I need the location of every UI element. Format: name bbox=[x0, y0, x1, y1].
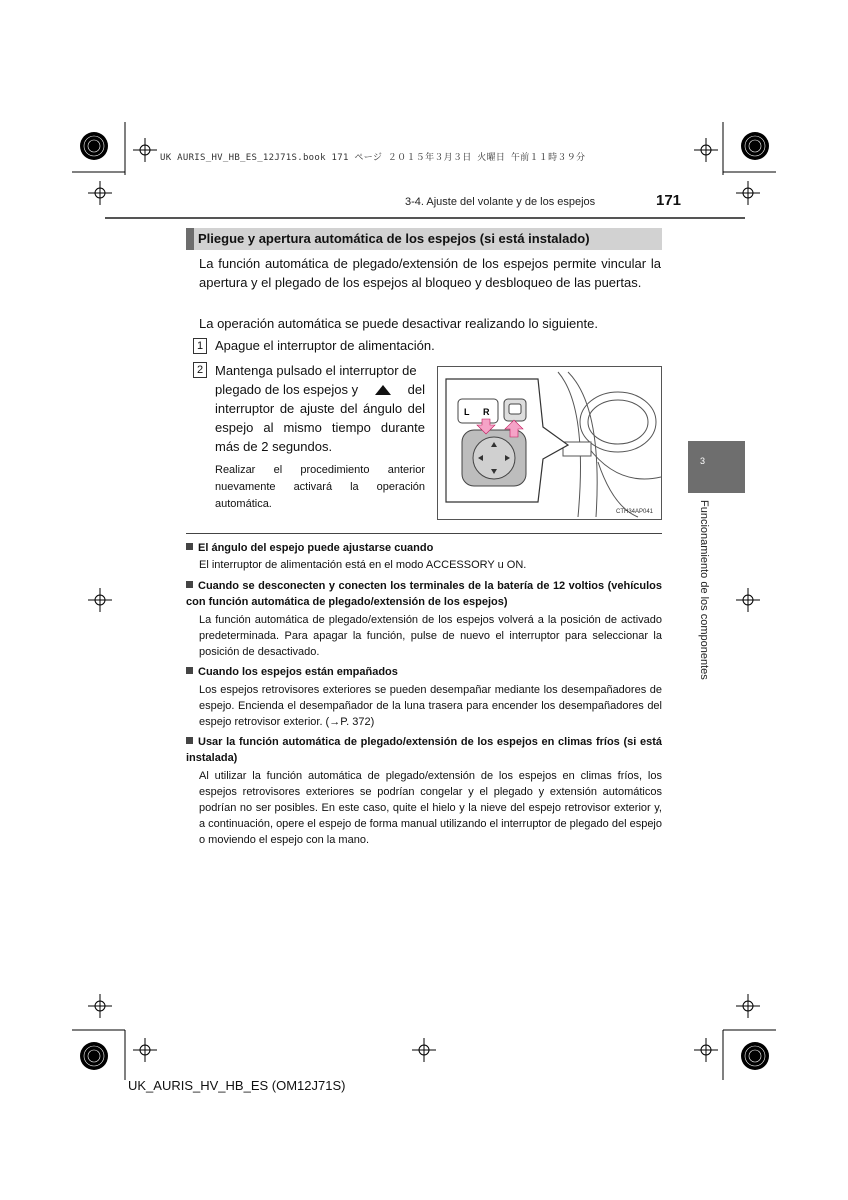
square-bullet-icon bbox=[186, 581, 193, 588]
step-2-text bbox=[215, 361, 425, 513]
note-body: Los espejos retrovisores exteriores se pueden desempañar mediante los desempañadores de espejo. Encienda el desempañador de la luna trasera para encender los desempañadores del espejo retrovisor exterior. (→P. 372) bbox=[199, 684, 662, 728]
up-triangle-icon bbox=[374, 384, 392, 396]
header-rule bbox=[105, 217, 745, 219]
print-header: UK AURIS_HV_HB_ES_12J71S.book 171 ページ ２０１５年３月３日 火曜日 午前１１時３９分 bbox=[160, 153, 586, 163]
intro-paragraph-2: La operación automática se puede desactivar realizando lo siguiente. bbox=[199, 316, 598, 331]
note-title: El ángulo del espejo puede ajustarse cuando bbox=[198, 542, 434, 554]
starburst-mark-top-right bbox=[741, 132, 769, 160]
step-2-note: Realizar el procedimiento anterior nuevamente activará la operación automática. bbox=[215, 464, 425, 510]
chapter-tab-number: 3 bbox=[700, 456, 706, 466]
note-heading bbox=[186, 540, 662, 556]
step-number-1: 1 bbox=[193, 338, 207, 354]
intro-paragraph: La función automática de plegado/extensión de los espejos permite vincular la apertura y el plegado de los espejos al bloqueo y desbloqueo de las puertas. bbox=[199, 256, 661, 290]
starburst-mark-bottom-left bbox=[80, 1042, 108, 1070]
note-title: Usar la función automática de plegado/extensión de los espejos en climas fríos (si está instalada) bbox=[186, 736, 662, 764]
note-body: Al utilizar la función automática de plegado/extensión de los espejos en climas fríos, los espejos retrovisores exteriores se podrían congelar y el plegado y extensión automáticos podrían no ser posibles. En este caso, quite el hielo y la nieve del espejo retrovisor exterior y, a continuación, opere el espejo de forma manual utilizando el interruptor de plegado del espejo o moviendo el espejo con la mano. bbox=[199, 770, 662, 846]
step-2-line: espejo al mismo tiempo durante bbox=[215, 420, 425, 435]
step-2-line: Mantenga pulsado el interruptor de bbox=[215, 363, 417, 378]
step-2-line: del bbox=[407, 382, 425, 397]
label-r: R bbox=[483, 407, 490, 417]
note-title: Cuando los espejos están empañados bbox=[198, 666, 398, 678]
notes-divider bbox=[186, 533, 662, 534]
square-bullet-icon bbox=[186, 667, 193, 674]
chapter-tab-label: Funcionamiento de los componentes bbox=[698, 500, 710, 680]
note-body: La función automática de plegado/extensión de los espejos volverá a la posición de activado predeterminada. Para apagar la función, pulse de nuevo el interruptor para seleccionar la posición de desactivado. bbox=[199, 614, 662, 658]
mirror-switch-illustration bbox=[438, 367, 661, 519]
square-bullet-icon bbox=[186, 737, 193, 744]
page-number: 171 bbox=[656, 192, 682, 209]
section-title: Pliegue y apertura automática de los espejos (si está instalado) bbox=[198, 231, 590, 246]
step-1-text: Apague el interruptor de alimentación. bbox=[215, 338, 435, 353]
figure-code: CTH34AP041 bbox=[616, 509, 654, 515]
note-body: El interruptor de alimentación está en el modo ACCESSORY u ON. bbox=[199, 559, 527, 571]
note-title: Cuando se desconecten y conecten los terminales de la batería de 12 voltios (vehículos con función automática de plegado/extensión de los espejos) bbox=[186, 580, 662, 608]
mirror-switch-figure bbox=[437, 366, 662, 520]
step-number-2: 2 bbox=[193, 362, 207, 378]
label-l: L bbox=[464, 407, 470, 417]
starburst-mark-bottom-right bbox=[741, 1042, 769, 1070]
square-bullet-icon bbox=[186, 543, 193, 550]
note-heading bbox=[186, 664, 662, 680]
footer-manual-code: UK_AURIS_HV_HB_ES (OM12J71S) bbox=[128, 1078, 346, 1093]
step-2-line: interruptor de ajuste del ángulo del bbox=[215, 401, 425, 416]
step-2-line: más de 2 segundos. bbox=[215, 439, 333, 454]
note-heading bbox=[186, 734, 662, 766]
step-2-line: plegado de los espejos y bbox=[215, 382, 359, 397]
chapter-tab bbox=[688, 441, 745, 493]
starburst-mark-top-left bbox=[80, 132, 108, 160]
note-heading bbox=[186, 578, 662, 610]
running-head: 3-4. Ajuste del volante y de los espejos bbox=[405, 196, 596, 208]
